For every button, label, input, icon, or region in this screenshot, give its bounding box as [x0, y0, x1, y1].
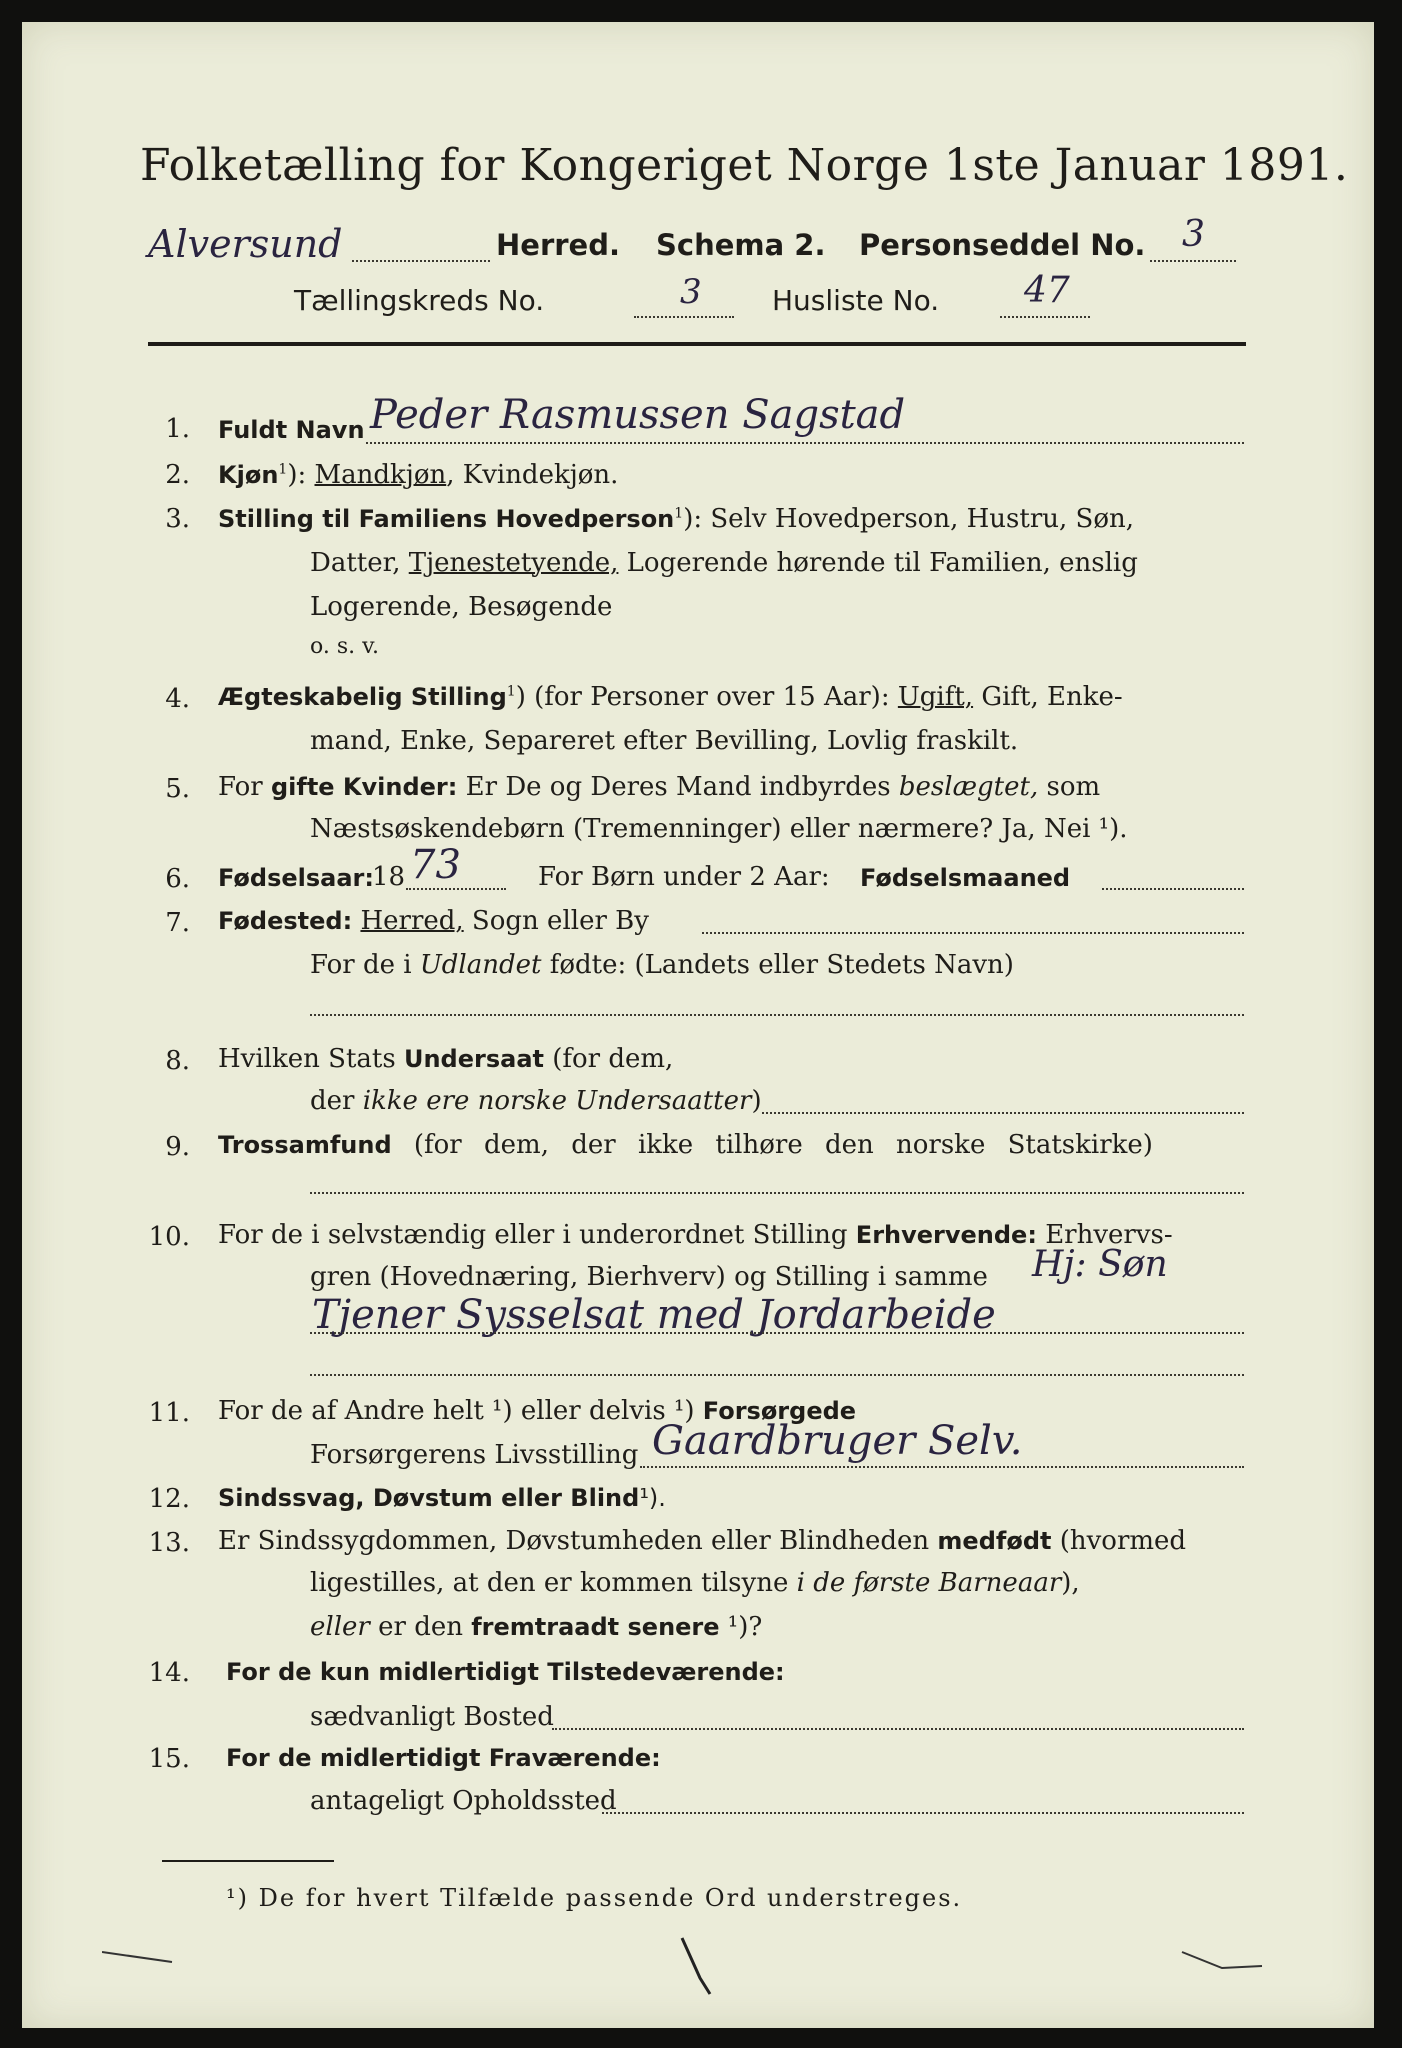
q6-label3: Fødselsmaaned [860, 864, 1071, 892]
q15-line2: antageligt Opholdssted [310, 1786, 617, 1816]
q7-line2: For de i Udlandet fødte: (Landets eller Stedets Navn) [310, 950, 1014, 980]
q3-line2: Datter, Tjenestetyende, Logerende hørende til Familien, enslig [310, 548, 1138, 578]
q15-number: 15. [148, 1744, 190, 1774]
q3-line1: Stilling til Familiens Hovedperson$^1$): Selv Hovedperson, Hustru, Søn, [218, 504, 1135, 534]
q1-dotline [366, 442, 1244, 444]
q6-number: 6. [165, 864, 190, 894]
q3-number: 3. [165, 504, 190, 534]
header-rule [148, 342, 1246, 346]
q10-number: 10. [148, 1222, 190, 1252]
q4-ugift-underlined: Ugift, [897, 682, 974, 712]
q9-line1: Trossamfund (for dem, der ikke tilhøre den norske Statskirke) [218, 1130, 1153, 1160]
q8-number: 8. [165, 1046, 190, 1076]
q7-udlandet-dotline [310, 1014, 1244, 1016]
schema-label: Schema 2. [656, 228, 826, 262]
herred-label: Herred. [496, 228, 620, 262]
form-title: Folketælling for Kongeriget Norge 1ste Januar 1891. [140, 140, 1349, 191]
q11-number: 11. [148, 1398, 190, 1428]
q3-label: Stilling til Familiens Hovedperson [218, 505, 675, 533]
q7-herred-underlined: Herred, [360, 906, 464, 936]
q11-provider-value: Gaardbruger Selv. [652, 1418, 1023, 1464]
q13-line1: Er Sindssygdommen, Døvstumheden eller Blindheden medfødt (hvormed [218, 1526, 1187, 1556]
q10-occupation-value1: Hj: Søn [1032, 1244, 1168, 1285]
q2-label: Kjøn [218, 461, 279, 489]
q1-number: 1. [165, 414, 190, 444]
q5-number: 5. [165, 774, 190, 804]
q4-line2: mand, Enke, Separeret efter Bevilling, Lovlig fraskilt. [310, 726, 1019, 756]
q6-birth-year-value: 73 [410, 842, 461, 888]
q12-number: 12. [148, 1484, 190, 1514]
q2-mandkjon-underlined: Mandkjøn [314, 460, 447, 490]
q9-number: 9. [165, 1132, 190, 1162]
footnote: ¹) De for hvert Tilfælde passende Ord understreges. [226, 1884, 963, 1912]
q6-fodselsmaaned-dotline [1102, 888, 1244, 890]
taellingskreds-value: 3 [680, 272, 702, 312]
q14-dotline [552, 1728, 1244, 1730]
q14-label: For de kun midlertidigt Tilstedeværende: [226, 1658, 785, 1686]
q6-dotline [406, 888, 506, 890]
q4-label: Ægteskabelig Stilling [218, 683, 507, 711]
q15-dotline [602, 1812, 1244, 1814]
q4-number: 4. [165, 684, 190, 714]
q9-dotline [310, 1192, 1244, 1194]
husliste-value: 47 [1024, 270, 1070, 311]
q12-label: Sindssvag, Døvstum eller Blind¹). [218, 1484, 666, 1512]
husliste-dotline [1000, 316, 1090, 318]
personseddel-value: 3 [1182, 214, 1205, 255]
q10-dotline2 [310, 1374, 1244, 1376]
personseddel-dotline [1150, 260, 1236, 262]
q15-label: For de midlertidigt Fraværende: [226, 1744, 661, 1772]
q13-line3: eller er den fremtraadt senere ¹)? [310, 1612, 763, 1642]
taellingskreds-label: Tællingskreds No. [294, 284, 545, 317]
footnote-rule [162, 1860, 334, 1862]
taellingskreds-dotline [634, 316, 734, 318]
q3-tjenestetyende-underlined: Tjenestetyende, [408, 548, 619, 578]
q11-line1: For de af Andre helt ¹) eller delvis ¹) Forsørgede [218, 1396, 857, 1426]
q6-label2: For Børn under 2 Aar: [538, 862, 830, 892]
q8-line1: Hvilken Stats Undersaat (for dem, [218, 1044, 674, 1074]
q10-line1: For de i selvstændig eller i underordnet Stilling Erhvervende: Erhvervs- [218, 1220, 1173, 1250]
q7-label: Fødested: [218, 907, 353, 935]
personseddel-label: Personseddel No. [859, 228, 1146, 262]
q10-line2: gren (Hovednæring, Bierhverv) og Stilling i samme [310, 1262, 988, 1292]
q11-dotline [640, 1466, 1244, 1468]
q5-line1: For gifte Kvinder: Er De og Deres Mand indbyrdes beslægtet, som [218, 772, 1101, 802]
q10-dotline1 [310, 1332, 1244, 1334]
census-form-sheet [22, 22, 1374, 2028]
q13-line2: ligestilles, at den er kommen tilsyne i de første Barneaar), [310, 1568, 1080, 1598]
herred-dotline [352, 260, 490, 262]
edge-marks [102, 1922, 1302, 2012]
husliste-label: Husliste No. [772, 284, 940, 317]
q14-number: 14. [148, 1658, 190, 1688]
q14-line2: sædvanligt Bosted [310, 1702, 554, 1732]
q11-line2: Forsørgerens Livsstilling [310, 1440, 639, 1470]
q7-dotline [702, 932, 1244, 934]
q3-line3: Logerende, Besøgende [310, 592, 613, 622]
q8-dotline [762, 1112, 1244, 1114]
q6-label: Fødselsaar: [218, 864, 374, 892]
q13-number: 13. [148, 1528, 190, 1558]
q5-line2: Næstsøskendebørn (Tremenninger) eller nærmere? Ja, Nei ¹). [310, 814, 1128, 844]
q7-number: 7. [165, 908, 190, 938]
q9-label: Trossamfund [218, 1131, 392, 1159]
q1-label: Fuldt Navn [218, 416, 365, 444]
q2-line: Kjøn$^1$): Mandkjøn, Kvindekjøn. [218, 460, 619, 490]
q2-number: 2. [165, 460, 190, 490]
q8-line2: der ikke ere norske Undersaatter) [310, 1086, 762, 1116]
q3-line4: o. s. v. [310, 634, 379, 659]
q6-prefix: 18 [372, 862, 406, 892]
q4-line1: Ægteskabelig Stilling$^1$) (for Personer over 15 Aar): Ugift, Gift, Enke- [218, 682, 1123, 712]
q10-occupation-value2: Tjener Sysselsat med Jordarbeide [312, 1292, 996, 1338]
herred-value: Alversund [148, 222, 343, 266]
q7-line1: Fødested: Herred, Sogn eller By [218, 906, 649, 936]
q1-full-name-value: Peder Rasmussen Sagstad [370, 392, 906, 438]
